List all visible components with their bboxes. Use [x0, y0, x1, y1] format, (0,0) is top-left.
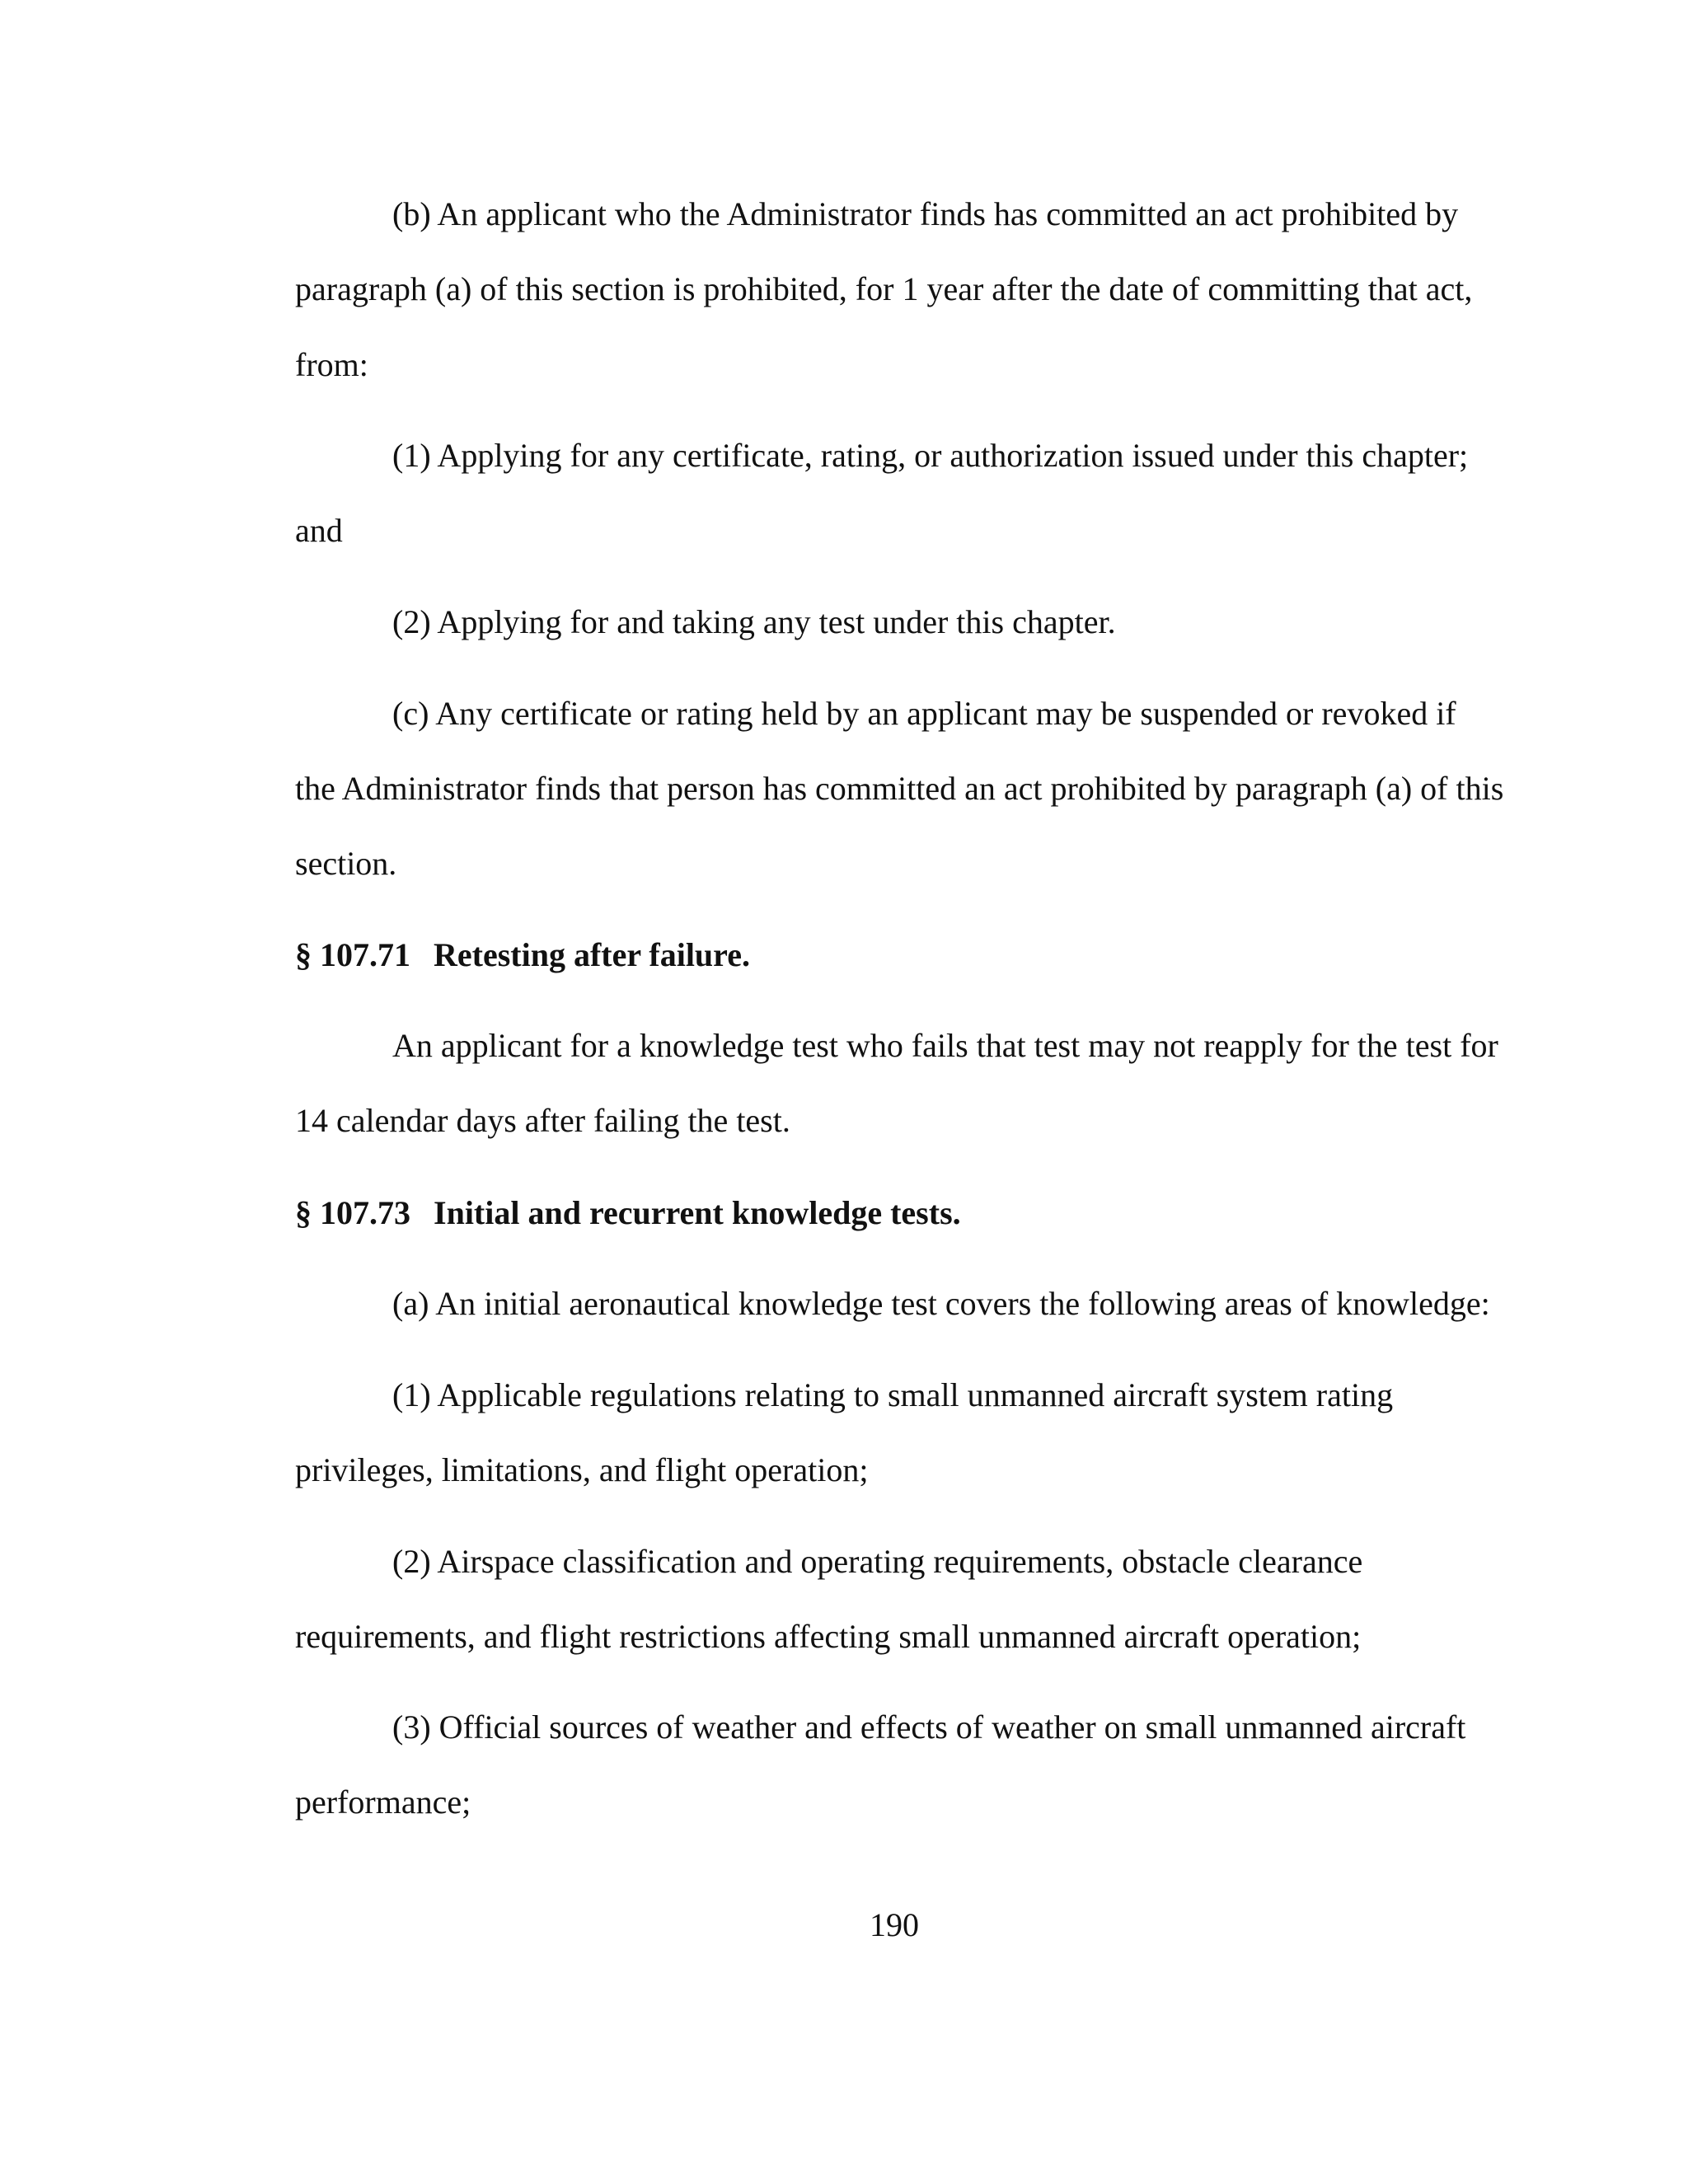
section-heading-107-73	[295, 1193, 961, 1233]
paragraph-a3-line-1: (3) Official sources of weather and effects of weather on small unmanned aircraft	[392, 1708, 1466, 1746]
page-number: 190	[870, 1906, 919, 1943]
paragraph-b2-line-1: (2) Applying for and taking any test under this chapter.	[392, 603, 1116, 640]
paragraph-a1-line-1: (1) Applicable regulations relating to small unmanned aircraft system rating	[392, 1376, 1394, 1413]
paragraph-107-71-line-2: 14 calendar days after failing the test.	[295, 1102, 790, 1139]
paragraph-a1-line-2: privileges, limitations, and flight operation;	[295, 1451, 869, 1488]
paragraph-a2-line-2: requirements, and flight restrictions affecting small unmanned aircraft operation;	[295, 1618, 1362, 1655]
paragraph-a-line-1: (a) An initial aeronautical knowledge test covers the following areas of knowledge:	[392, 1285, 1490, 1322]
paragraph-107-71-line-1: An applicant for a knowledge test who fails that test may not reapply for the test for	[392, 1027, 1498, 1064]
section-heading-107-71	[295, 935, 750, 975]
paragraph-b1-line-1: (1) Applying for any certificate, rating, or authorization issued under this chapter;	[392, 437, 1469, 474]
section-number: § 107.73	[295, 1194, 410, 1231]
paragraph-b1-line-2: and	[295, 512, 343, 549]
paragraph-a3-line-2: performance;	[295, 1783, 471, 1821]
paragraph-c-line-2: the Administrator finds that person has committed an act prohibited by paragraph (a) of this	[295, 770, 1504, 807]
section-title: Initial and recurrent knowledge tests.	[434, 1194, 961, 1231]
paragraph-b-line-1: (b) An applicant who the Administrator finds has committed an act prohibited by	[392, 195, 1459, 232]
paragraph-c-line-1: (c) Any certificate or rating held by an applicant may be suspended or revoked if	[392, 695, 1456, 732]
paragraph-a2-line-1: (2) Airspace classification and operating requirements, obstacle clearance	[392, 1543, 1363, 1580]
section-title: Retesting after failure.	[434, 936, 750, 973]
section-number: § 107.71	[295, 936, 410, 973]
paragraph-b-line-2: paragraph (a) of this section is prohibited, for 1 year after the date of committing that act,	[295, 270, 1473, 307]
paragraph-c-line-3: section.	[295, 845, 397, 882]
paragraph-b-line-3: from:	[295, 346, 368, 383]
